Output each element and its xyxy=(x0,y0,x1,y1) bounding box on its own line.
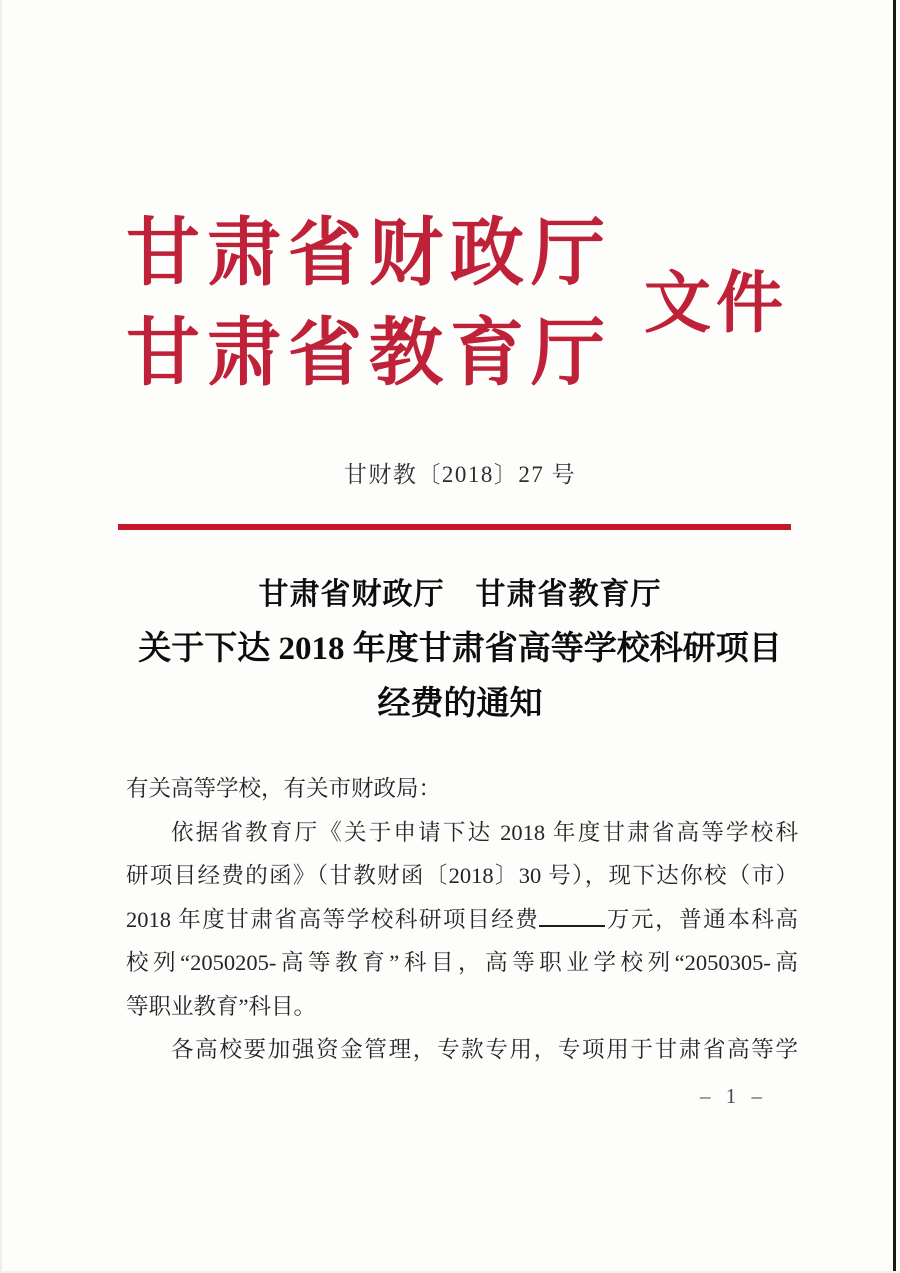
amount-blank-underline xyxy=(539,910,605,927)
page-number: – 1 – xyxy=(700,1084,767,1108)
body-paragraph2-line1: 各高校要加强资金管理，专款专用，专项用于甘肃省高等学 xyxy=(171,1037,798,1062)
body-paragraph1-line4: 校列“2050205-高等教育”科目，高等职业学校列“2050305-高 xyxy=(126,950,798,975)
body-paragraph1-line3 xyxy=(126,898,798,942)
document-title-line3: 经费的通知 xyxy=(377,686,543,722)
document-title-line1: 甘肃省财政厅 甘肃省教育厅 xyxy=(258,578,662,611)
letterhead-org-name-education: 甘肃省教育厅 xyxy=(126,313,612,395)
letterhead-doc-type-label: 文件 xyxy=(644,267,788,341)
body-line3-text-after-blank: 万元，普通本科高 xyxy=(605,906,798,932)
letterhead-org-name-finance: 甘肃省财政厅 xyxy=(126,213,612,295)
document-reference-number: 甘财教〔2018〕27 号 xyxy=(343,462,577,487)
red-separator-rule xyxy=(118,524,791,530)
body-salutation: 有关高等学校，有关市财政局： xyxy=(126,776,442,801)
scan-right-edge-line xyxy=(893,0,896,1273)
body-line3-text-before-blank: 2018 年度甘肃省高等学校科研项目经费 xyxy=(126,906,540,932)
document-body xyxy=(126,767,798,1072)
scan-left-edge xyxy=(0,0,2,1273)
body-paragraph1-line1: 依据省教育厅《关于申请下达 2018 年度甘肃省高等学校科 xyxy=(171,819,798,845)
document-title-line2: 关于下达 2018 年度甘肃省高等学校科研项目 xyxy=(138,631,782,667)
document-title xyxy=(126,568,794,732)
body-paragraph1-line5: 等职业教育”科目。 xyxy=(126,993,316,1019)
body-paragraph1-line2: 研项目经费的函》（甘教财函〔2018〕30 号），现下达你校（市） xyxy=(126,863,798,888)
